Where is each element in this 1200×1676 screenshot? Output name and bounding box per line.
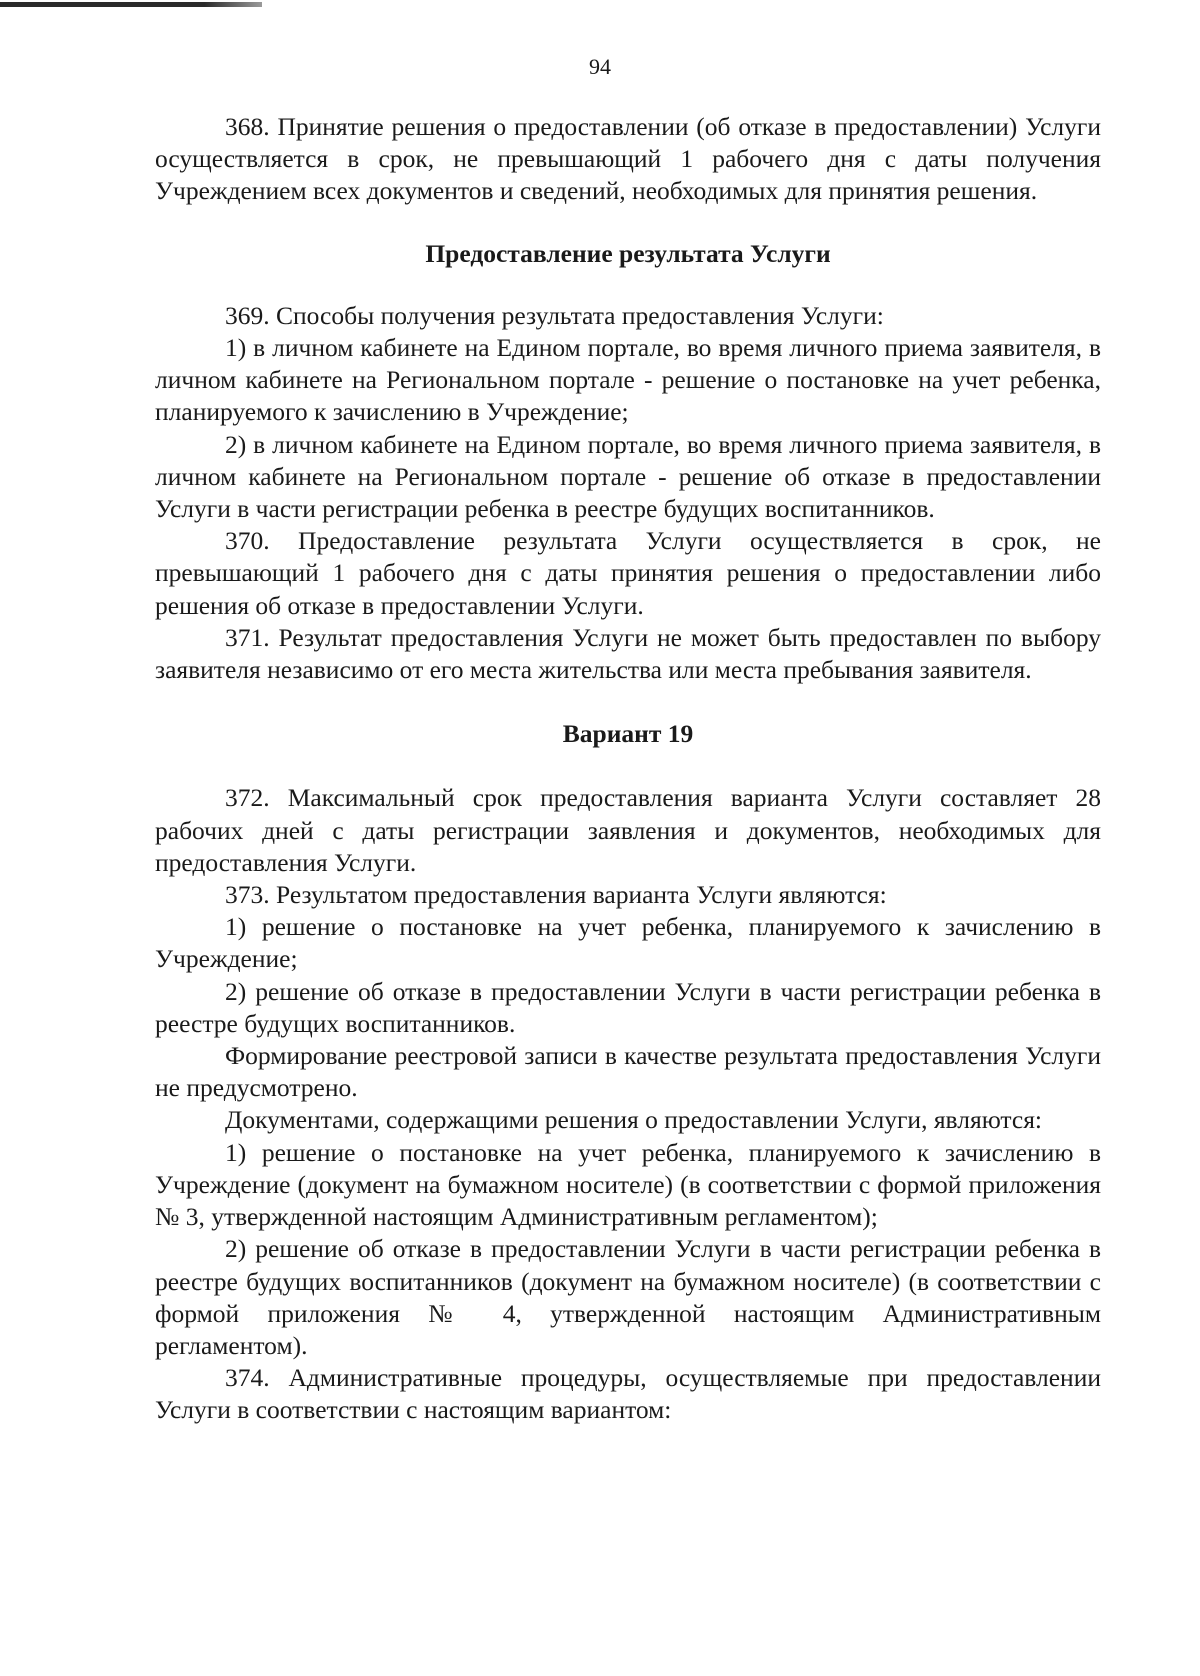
scan-edge-mark	[0, 2, 262, 7]
paragraph-373-documents-item-1: 1) решение о постановке на учет ребенка, планируемого к зачислению в Учреждение (документ на бумажном носителе) (в соответствии с формой приложения № 3, утвержденной настоящим Административным регламентом);	[155, 1137, 1101, 1232]
paragraph-373-documents-item-2: 2) решение об отказе в предоставлении Услуги в части регистрации ребенка в реестре будущих воспитанников (документ на бумажном носителе) (в соответствии с формой приложения № 4, утвержденной настоящим Административным регламентом).	[155, 1234, 1101, 1360]
section-heading-variant: Вариант 19	[562, 719, 694, 749]
paragraph-370: 370. Предоставление результата Услуги осуществляется в срок, не превышающий 1 рабочего дня с даты принятия решения о предоставлении либо решения об отказе в предоставлении Услуги.	[155, 526, 1101, 620]
page-number: 94	[589, 54, 611, 79]
paragraph-369-item-1: 1) в личном кабинете на Едином портале, во время личного приема заявителя, в личном кабинете на Региональном портале - решение о постановке на учет ребенка, планируемого к зачислению в Учреждение;	[155, 333, 1101, 427]
paragraph-373: 373. Результатом предоставления варианта Услуги являются:	[225, 880, 887, 910]
paragraph-369-item-2: 2) в личном кабинете на Едином портале, во время личного приема заявителя, в личном кабинете на Региональном портале - решение об отказе в предоставлении Услуги в части регистрации ребенка в реестре будущих воспитанников.	[155, 429, 1101, 524]
paragraph-372: 372. Максимальный срок предоставления варианта Услуги составляет 28 рабочих дней с даты регистрации заявления и документов, необходимых для предоставления Услуги.	[155, 783, 1101, 877]
section-heading-result: Предоставление результата Услуги	[425, 238, 831, 268]
paragraph-373-documents: Документами, содержащими решения о предоставлении Услуги, являются:	[225, 1105, 1043, 1135]
paragraph-373-item-2: 2) решение об отказе в предоставлении Услуги в части регистрации ребенка в реестре будущих воспитанников.	[155, 976, 1101, 1038]
paragraph-371: 371. Результат предоставления Услуги не может быть предоставлен по выбору заявителя независимо от его места жительства или места пребывания заявителя.	[155, 622, 1101, 685]
paragraph-374: 374. Административные процедуры, осуществляемые при предоставлении Услуги в соответствии с настоящим вариантом:	[155, 1363, 1101, 1425]
paragraph-369: 369. Способы получения результата предоставления Услуги:	[225, 300, 884, 330]
document-body	[155, 111, 1101, 1427]
paragraph-373-registry: Формирование реестровой записи в качестве результата предоставления Услуги не предусмотрено.	[155, 1041, 1101, 1103]
paragraph-373-item-1: 1) решение о постановке на учет ребенка, планируемого к зачислению в Учреждение;	[155, 912, 1101, 974]
paragraph-368: 368. Принятие решения о предоставлении (об отказе в предоставлении) Услуги осуществляется в срок, не превышающий 1 рабочего дня с даты получения Учреждением всех документов и сведений, необходимых для принятия решения.	[155, 112, 1101, 206]
